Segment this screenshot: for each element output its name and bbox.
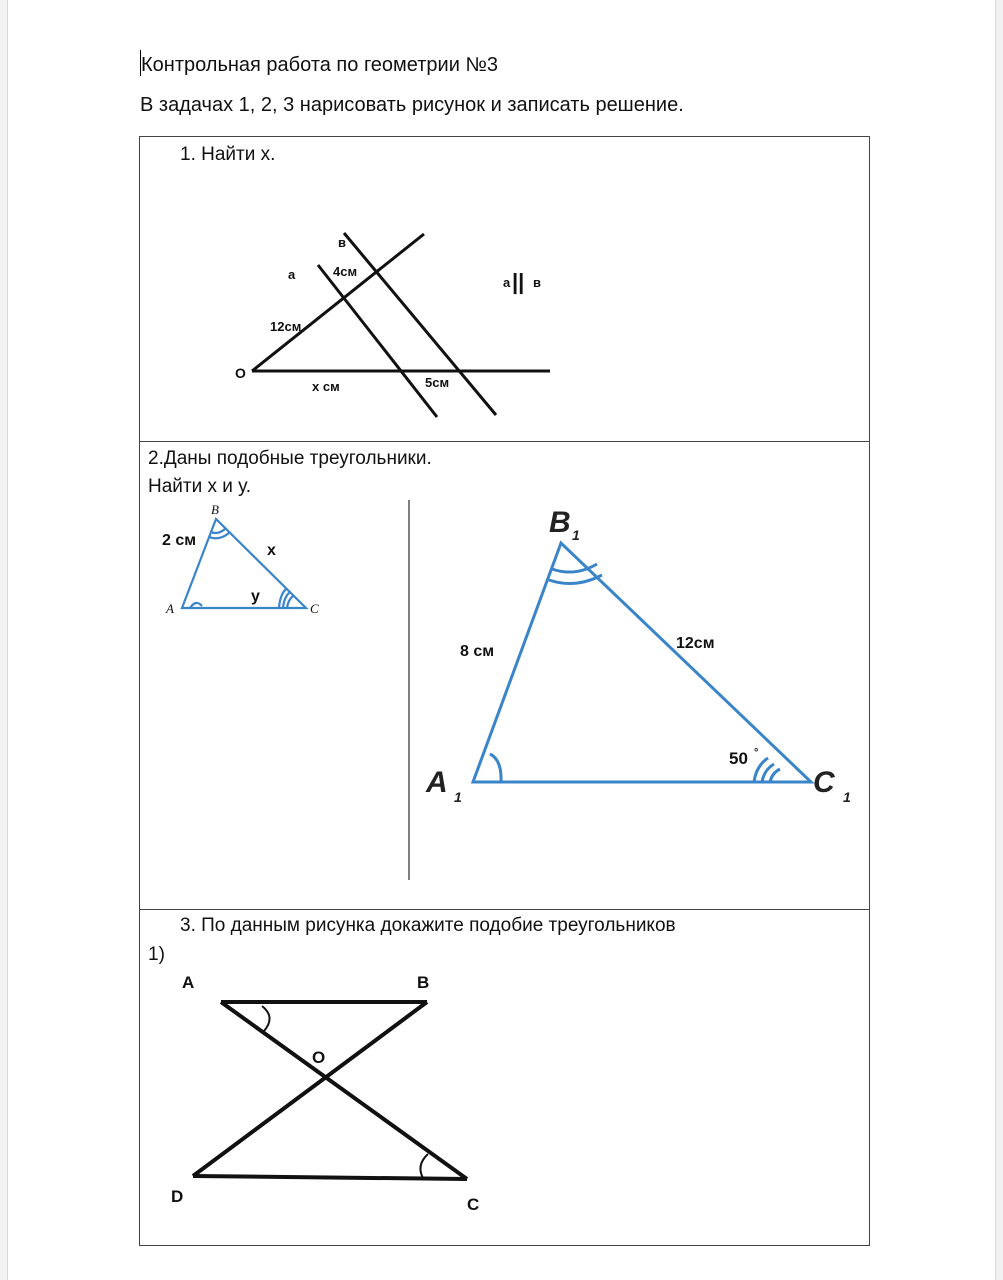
- label-12cm: 12см: [270, 319, 302, 334]
- task2-figure: [140, 442, 869, 909]
- label-a: а: [288, 267, 296, 282]
- line-a: [318, 265, 437, 417]
- point-c: С: [467, 1195, 480, 1214]
- line-b: [344, 233, 496, 415]
- large-label-a: A: [426, 766, 448, 799]
- large-angle-c: 50: [729, 749, 748, 768]
- label-parallel-a: а: [503, 275, 511, 290]
- small-side-ac: у: [251, 588, 260, 605]
- label-5cm: 5см: [425, 375, 450, 390]
- point-o: О: [312, 1048, 326, 1067]
- side-line: [252, 234, 424, 371]
- title-text: Контрольная работа по геометрии №3: [141, 54, 499, 76]
- small-side-ab: 2 см: [162, 532, 197, 549]
- page-edge-right: [995, 0, 996, 1280]
- point-a: А: [182, 973, 195, 992]
- task2-heading-line2: Найти х и у.: [148, 476, 252, 497]
- small-label-b: B: [211, 502, 219, 517]
- point-b: В: [417, 973, 430, 992]
- large-side-bc: 12см: [676, 635, 715, 652]
- large-angle-deg: °: [754, 747, 759, 759]
- task1-box: [139, 136, 870, 442]
- task3-figure: [140, 910, 869, 1245]
- task1-heading: 1. Найти х.: [180, 144, 276, 165]
- large-label-b: B: [549, 506, 571, 539]
- segment-ac: [221, 1002, 467, 1179]
- small-side-bc: х: [267, 542, 276, 559]
- task2-box: [139, 441, 870, 910]
- small-label-c: C: [310, 601, 319, 616]
- label-xcm: х см: [312, 379, 340, 394]
- small-label-a: A: [166, 601, 174, 616]
- angle-mark-c: [420, 1154, 428, 1178]
- task1-figure: [140, 137, 869, 441]
- label-o: О: [235, 365, 246, 381]
- large-triangle: [473, 543, 811, 782]
- large-label-c-sub: 1: [843, 789, 851, 805]
- page-edge-left: [7, 0, 8, 1280]
- task3-box: [139, 909, 870, 1246]
- task3-item-number: 1): [148, 944, 165, 965]
- large-label-a-sub: 1: [454, 789, 462, 805]
- large-label-c: C: [813, 766, 835, 799]
- label-parallel-sign: ||: [512, 269, 525, 294]
- segment-dc: [193, 1176, 467, 1179]
- small-triangle: [182, 519, 306, 608]
- label-4cm: 4см: [333, 264, 358, 279]
- angle-mark-a: [262, 1006, 270, 1031]
- document-title[interactable]: [140, 50, 498, 77]
- segment-bd: [193, 1002, 427, 1176]
- point-d: D: [171, 1187, 184, 1206]
- task2-heading-line1: 2.Даны подобные треугольники.: [148, 448, 432, 469]
- instruction-text: В задачах 1, 2, 3 нарисовать рисунок и записать решение.: [140, 94, 684, 116]
- label-b: в: [338, 235, 346, 250]
- large-label-b-sub: 1: [572, 527, 580, 543]
- label-parallel-b: в: [533, 275, 541, 290]
- large-side-ab: 8 см: [460, 643, 495, 660]
- task3-heading: 3. По данным рисунка докажите подобие треугольников: [180, 915, 676, 936]
